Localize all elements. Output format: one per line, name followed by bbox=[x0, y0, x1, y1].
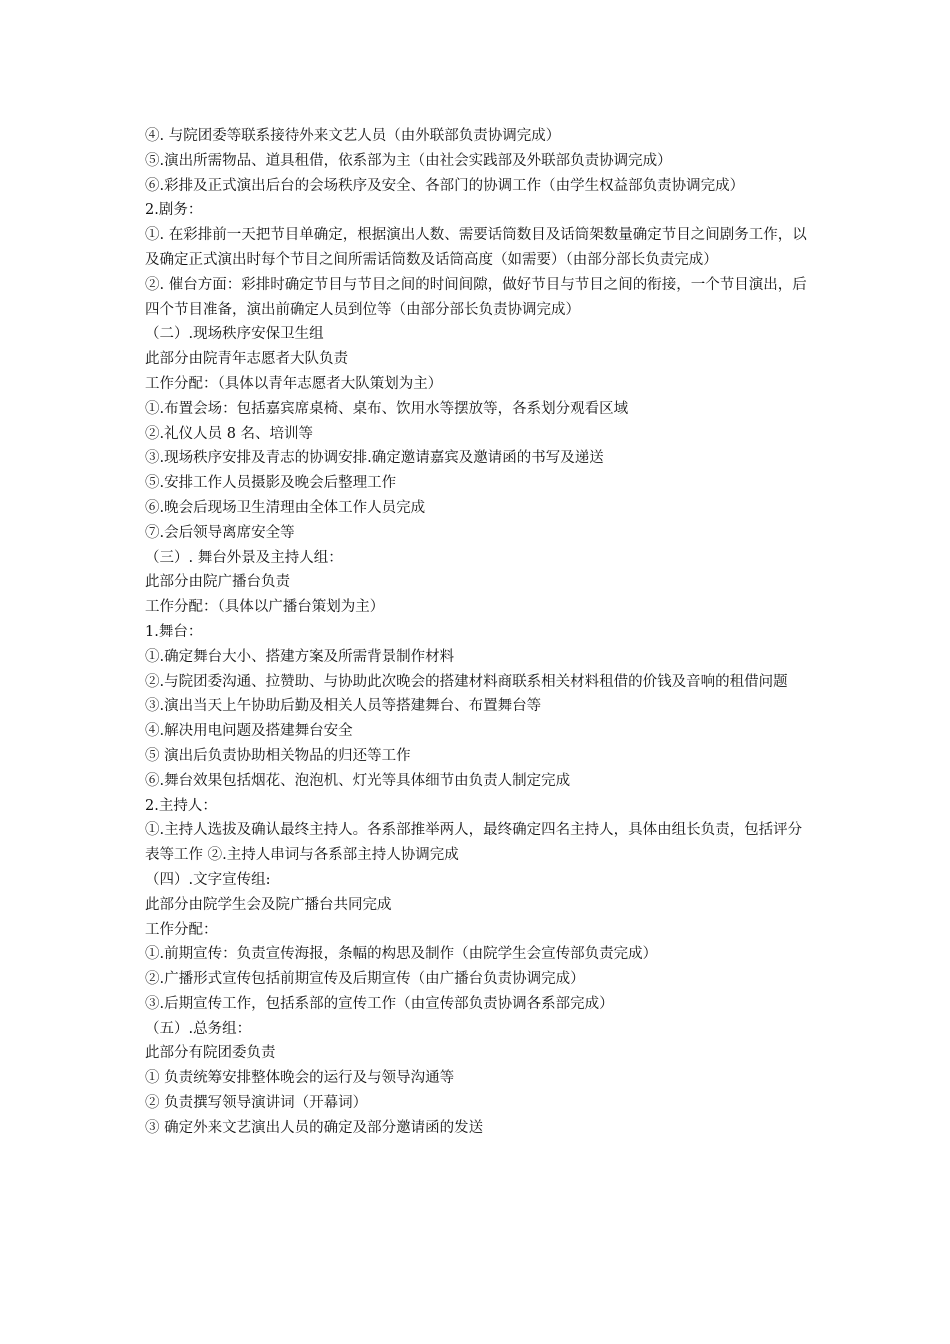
item-line: ①.布置会场：包括嘉宾席桌椅、桌布、饮用水等摆放等，各系划分观看区域 bbox=[145, 400, 629, 417]
item-line: ③ 确定外来文艺演出人员的确定及部分邀请函的发送 bbox=[145, 1119, 484, 1136]
group-heading: （五）.总务组： bbox=[145, 1020, 252, 1037]
item-line: ③.现场秩序安排及青志的协调安排.确定邀请嘉宾及邀请函的书写及递送 bbox=[145, 450, 604, 467]
item-line: ③.演出当天上午协助后勤及相关人员等搭建舞台、布置舞台等 bbox=[145, 698, 542, 715]
item-line: ③.后期宣传工作，包括系部的宣传工作（由宣传部负责协调各系部完成） bbox=[145, 995, 614, 1012]
item-line: ② 负责撰写领导演讲词（开幕词） bbox=[145, 1095, 368, 1112]
item-line: ①.前期宣传：负责宣传海报，条幅的构思及制作（由院学生会宣传部负责完成） bbox=[145, 946, 658, 963]
item-line: ① 负责统筹安排整体晚会的运行及与领导沟通等 bbox=[145, 1070, 455, 1087]
item-line: ⑤.演出所需物品、道具租借，依系部为主（由社会实践部及外联部负责协调完成） bbox=[145, 152, 672, 169]
item-line: ⑤ 演出后负责协助相关物品的归还等工作 bbox=[145, 747, 411, 764]
item-line: ⑥.彩排及正式演出后台的会场秩序及安全、各部门的协调工作（由学生权益部负责协调完成） bbox=[145, 177, 745, 194]
item-line: ①.主持人选拔及确认最终主持人。各系部推举两人，最终确定四名主持人，具体由组长负责，包括评分表等工作 ②.主持人串词与各系部主持人协调完成 bbox=[145, 822, 803, 864]
item-line: ②. 催台方面：彩排时确定节目与节目之间的时间间隙，做好节目与节目之间的衔接，一个节目演出，后四个节目准备，演出前确定人员到位等（由部分部长负责协调完成） bbox=[145, 276, 807, 318]
item-line: ④. 与院团委等联系接待外来文艺人员（由外联部负责协调完成） bbox=[145, 128, 561, 144]
item-line: ⑥.晚会后现场卫生清理由全体工作人员完成 bbox=[145, 499, 426, 516]
section-heading: 1.舞台： bbox=[145, 623, 203, 640]
work-assignment-line: 工作分配：（具体以青年志愿者大队策划为主） bbox=[145, 375, 443, 392]
group-heading: （四）.文字宣传组: bbox=[145, 871, 271, 888]
responsibility-line: 此部分有院团委负责 bbox=[145, 1045, 276, 1062]
item-line: ④.解决用电问题及搭建舞台安全 bbox=[145, 723, 353, 740]
work-assignment-line: 工作分配： bbox=[145, 921, 218, 938]
work-assignment-line: 工作分配：（具体以广播台策划为主） bbox=[145, 599, 385, 616]
responsibility-line: 此部分由院青年志愿者大队负责 bbox=[145, 351, 348, 368]
group-heading: （二）.现场秩序安保卫生组 bbox=[145, 326, 324, 343]
item-line: ②.礼仪人员 8 名、培训等 bbox=[145, 425, 314, 442]
item-line: ②.广播形式宣传包括前期宣传及后期宣传（由广播台负责协调完成） bbox=[145, 971, 585, 988]
document-body bbox=[145, 124, 810, 1141]
item-line: ⑦.会后领导离席安全等 bbox=[145, 524, 295, 541]
item-line: ⑥.舞台效果包括烟花、泡泡机、灯光等具体细节由负责人制定完成 bbox=[145, 772, 571, 789]
section-heading: 2.主持人： bbox=[145, 797, 217, 814]
section-heading: 2.剧务： bbox=[145, 202, 203, 219]
item-line: ②.与院团委沟通、拉赞助、与协助此次晚会的搭建材料商联系相关材料租借的价钱及音响的租借问题 bbox=[145, 673, 788, 690]
item-line: ⑤.安排工作人员摄影及晚会后整理工作 bbox=[145, 475, 397, 492]
item-line: ①.确定舞台大小、搭建方案及所需背景制作材料 bbox=[145, 648, 455, 665]
responsibility-line: 此部分由院广播台负责 bbox=[145, 574, 290, 591]
responsibility-line: 此部分由院学生会及院广播台共同完成 bbox=[145, 896, 392, 913]
item-line: ①. 在彩排前一天把节目单确定，根据演出人数、需要话筒数目及话筒架数量确定节目之间剧务工作，以及确定正式演出时每个节目之间所需话筒数及话筒高度（如需要）（由部分部长负责完成） bbox=[145, 227, 807, 268]
group-heading: （三）. 舞台外景及主持人组： bbox=[145, 549, 343, 566]
